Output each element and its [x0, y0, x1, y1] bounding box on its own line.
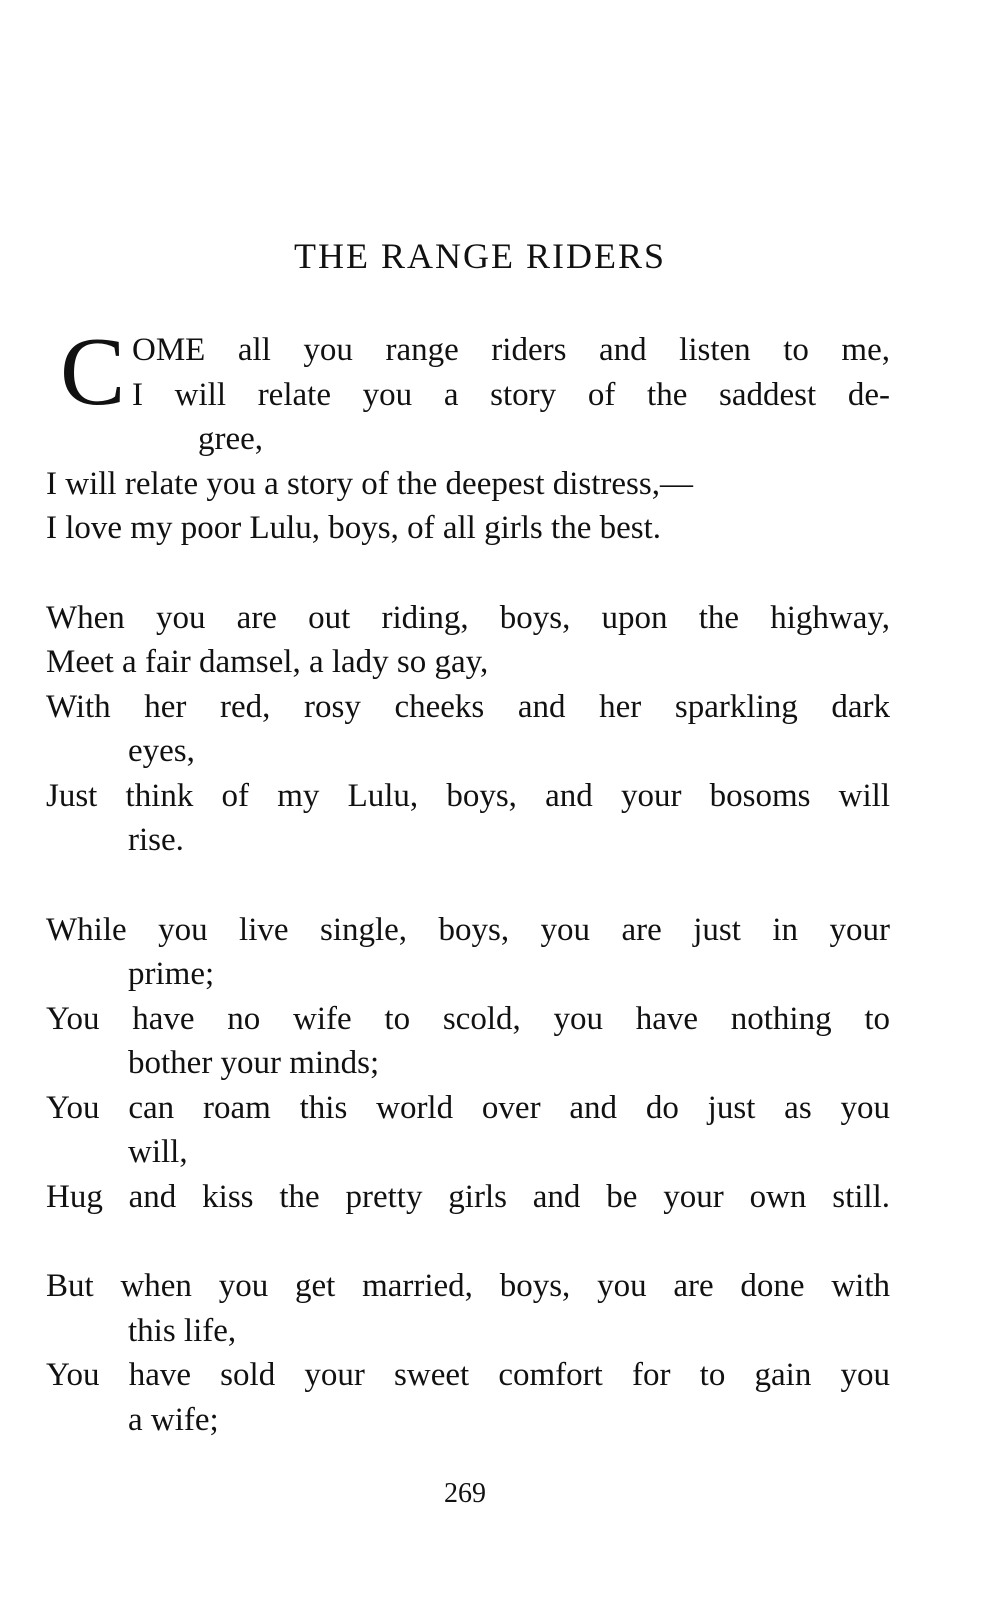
- poem-line: But when you get married, boys, you are done with: [46, 1268, 890, 1304]
- stanza-3: [46, 908, 890, 1220]
- poem-line: You have sold your sweet comfort for to gain you: [46, 1357, 890, 1393]
- poem-line: When you are out riding, boys, upon the highway,: [46, 599, 890, 636]
- drop-cap: C: [60, 318, 126, 426]
- poem-line: I love my poor Lulu, boys, of all girls the best.: [46, 510, 661, 546]
- poem-line: I will relate you a story of the deepest distress,—: [46, 465, 693, 502]
- poem-line-continuation: will,: [128, 1134, 188, 1170]
- stanza-1: [46, 318, 890, 551]
- poem-line-continuation: eyes,: [128, 733, 195, 769]
- poem-line-continuation: rise.: [128, 822, 184, 858]
- poem-line-continuation: prime;: [128, 956, 215, 992]
- poem-body: [46, 318, 890, 1487]
- poem-line: Hug and kiss the pretty girls and be your own still.: [46, 1178, 890, 1215]
- poem-line-continuation: this life,: [128, 1312, 237, 1349]
- poem-line: I will relate you a story of the saddest de-: [132, 376, 890, 413]
- stanza-4: [46, 1264, 890, 1442]
- poem-line: Meet a fair damsel, a lady so gay,: [46, 644, 489, 680]
- poem-line: OME all you range riders and listen to me,: [132, 332, 890, 368]
- poem-line-continuation: bother your minds;: [128, 1045, 380, 1081]
- poem-line: Just think of my Lulu, boys, and your bosoms will: [46, 777, 890, 814]
- poem-line-continuation: a wife;: [128, 1401, 219, 1438]
- poem-line: You have no wife to scold, you have nothing to: [46, 1000, 890, 1037]
- poem-line: While you live single, boys, you are just in your: [46, 911, 890, 948]
- poem-line: With her red, rosy cheeks and her sparkling dark: [46, 688, 890, 725]
- poem-line-continuation: gree,: [198, 421, 264, 457]
- stanza-2: [46, 596, 890, 863]
- page-number: 269: [444, 1478, 486, 1509]
- poem-line: You can roam this world over and do just as you: [46, 1089, 890, 1126]
- poem-title: THE RANGE RIDERS: [294, 236, 666, 276]
